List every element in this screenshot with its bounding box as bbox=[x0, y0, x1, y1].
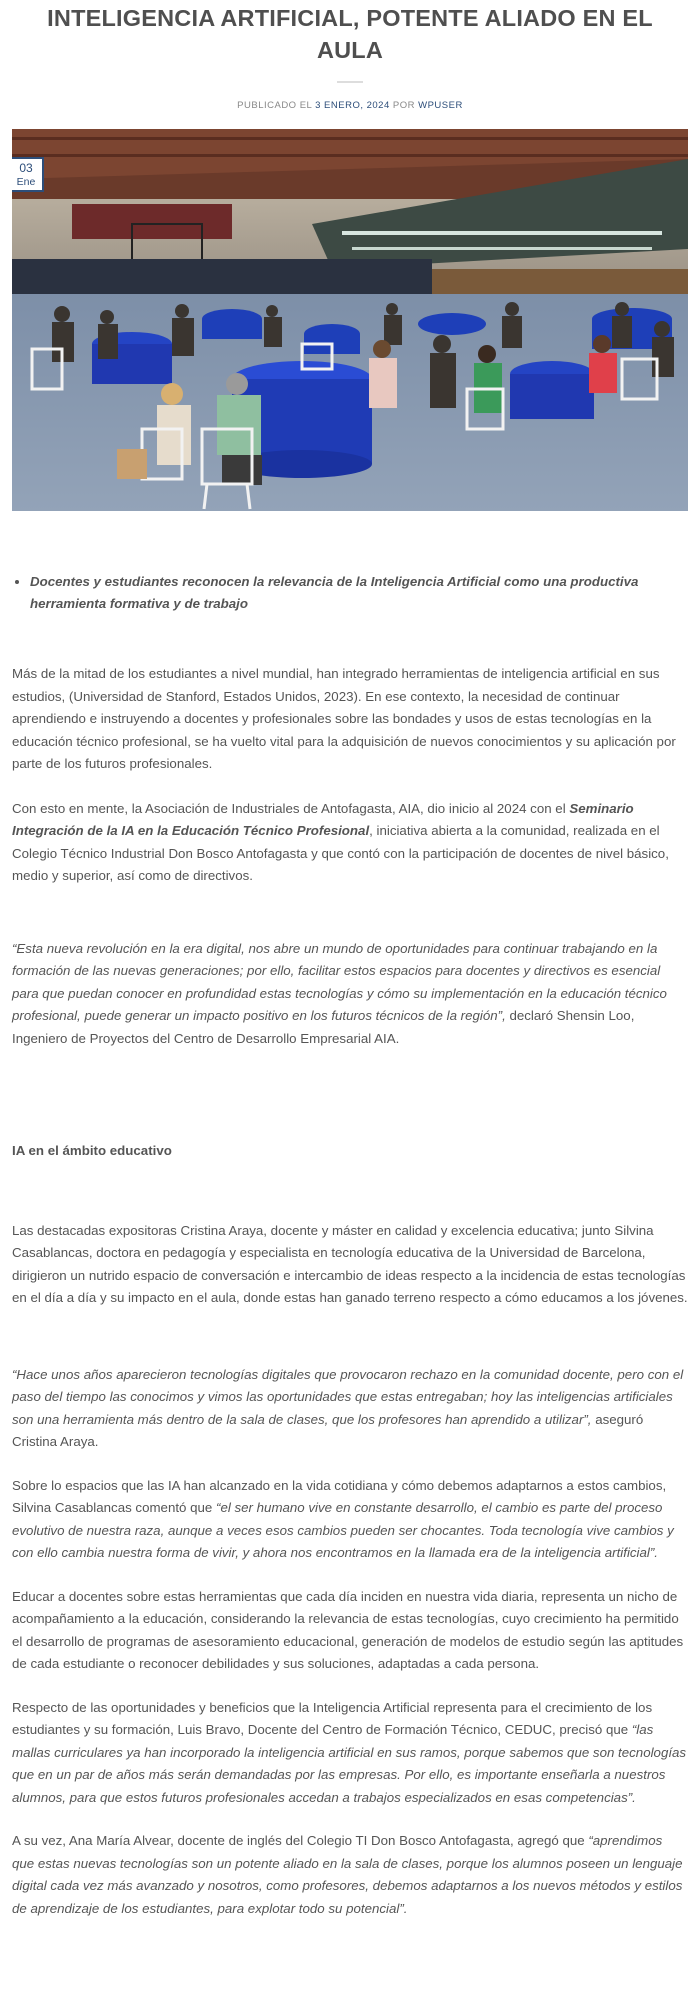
hero-photo bbox=[12, 129, 688, 511]
summary-item: • Docentes y estudiantes reconocen la relevancia de la Inteligencia Artificial como una productiva herramienta formativa y de trabajo bbox=[30, 571, 688, 615]
seminar-text-b: , iniciativa abierta a la comunidad, realizada en el Colegio Técnico Industrial Don Bosco Antofagasta y que contó con la participación de docentes de nivel básico, medio y superior, así como de directivos. bbox=[12, 823, 669, 883]
page-title: INTELIGENCIA ARTIFICIAL, POTENTE ALIADO EN EL AULA bbox=[47, 5, 653, 63]
seminar-text-a: Con esto en mente, la Asociación de Industriales de Antofagasta, AIA, dio inicio al 2024 con el bbox=[12, 800, 570, 816]
author-link[interactable]: WPUSER bbox=[418, 100, 463, 111]
paragraph-bravo bbox=[12, 1697, 688, 1810]
paragraph-quote-araya bbox=[12, 1364, 688, 1454]
title-divider bbox=[337, 81, 363, 83]
paragraph-speakers: Las destacadas expositoras Cristina Araya, docente y máster en calidad y excelencia educativa; junto Silvina Casablancas, doctora en pedagogía y especialista en tecnología educativa de la Universidad de Barcelona, dirigieron un nutrido espacio de conversación e intercambio de ideas respecto a la incidencia de estas tecnologías en el día a día y su impacto en el aula, donde estas han ganado terreno respecto a cómo educamos a los jóvenes. bbox=[12, 1222, 688, 1305]
paragraph-seminar bbox=[12, 798, 688, 888]
summary-list bbox=[12, 571, 688, 615]
quote-alvear: “aprendimos que estas nuevas tecnologías son un potente aliado en la sala de clases, porque los alumnos poseen un lenguaje digital cada vez más avanzado y nosotros, como profesores, debemos adaptarnos a los nuevos métodos y estilos de aprendizaje de los estudiantes, para explotar todo su potencial”. bbox=[12, 1833, 683, 1916]
featured-image bbox=[12, 129, 688, 511]
paragraph-casablancas bbox=[12, 1475, 688, 1565]
alvear-intro: A su vez, Ana María Alvear, docente de inglés del Colegio TI Don Bosco Antofagasta, agregó que bbox=[12, 1833, 589, 1848]
quote-bravo: “las mallas curriculares ya han incorporado la inteligencia artificial en sus ramos, porque sabemos que son tecnologías que en un par de años más serán demandadas por las empresas. Por ello, es importante enseñarla a nuestros alumnos, para que estos futuros profesionales accedan a trabajos especializados en esas competencias”. bbox=[12, 1722, 687, 1805]
date-badge bbox=[12, 157, 44, 192]
paragraph-education: Educar a docentes sobre estas herramientas que cada día inciden en nuestra vida diaria, representa un nicho de acompañamiento a la educación, considerando la relevancia de estas tecnologías, cuyo crecimiento ha permitido el desarrollo de programas de asesoramiento educacional, generación de modelos de estudio según las aptitudes de cada estudiante o reconocer debilidades y sus soluciones, adaptadas a cada persona. bbox=[12, 1588, 684, 1671]
paragraph-alvear bbox=[12, 1830, 688, 1920]
quote-araya: “Hace unos años aparecieron tecnologías digitales que provocaron rechazo en la comunidad docente, pero con el paso del tiempo las conocimos y vimos las oportunidades que estas entregaban; hoy las inteligencias artificiales son una herramienta más dentro de la sala de clases, que los profesores han aprendido a utilizar”, bbox=[12, 1366, 684, 1427]
paragraph-quote-loo bbox=[12, 938, 688, 1051]
casablancas-intro: Sobre lo espacios que las IA han alcanzado en la vida cotidiana y cómo debemos adaptarnos a estos cambios, Silvina Casablancas comentó que bbox=[12, 1477, 667, 1515]
published-prefix: PUBLICADO EL bbox=[237, 100, 312, 111]
quote-loo-attribution: declaró Shensin Loo, Ingeniero de Proyectos del Centro de Desarrollo Empresarial AIA. bbox=[12, 1008, 635, 1046]
badge-day: 03 bbox=[19, 161, 33, 175]
post-date-link[interactable]: 3 ENERO, 2024 bbox=[315, 100, 390, 111]
badge-month: Ene bbox=[16, 176, 36, 188]
paragraph-intro: Más de la mitad de los estudiantes a nivel mundial, han integrado herramientas de inteligencia artificial en sus estudios, (Universidad de Stanford, Estados Unidos, 2023). En ese contexto, la necesidad de continuar aprendiendo e instruyendo a docentes y profesionales sobre las bondades y usos de estas tecnologías en la educación técnico profesional, se ha vuelto vital para la adquisición de nuevos conocimientos y su aplicación por parte de los futuros profesionales. bbox=[12, 666, 676, 771]
bravo-intro: Respecto de las oportunidades y beneficios que la Inteligencia Artificial representa para el crecimiento de los estudiantes y su formación, Luis Bravo, Docente del Centro de Formación Técnico, CEDUC, precisó que bbox=[12, 1699, 653, 1737]
seminar-name: Seminario Integración de la IA en la Educación Técnico Profesional bbox=[12, 800, 634, 838]
by-label: POR bbox=[392, 100, 415, 111]
section-heading: IA en el ámbito educativo bbox=[12, 1143, 172, 1158]
quote-loo: “Esta nueva revolución en la era digital, nos abre un mundo de oportunidades para continuar trabajando en la formación de las nuevas generaciones; por ello, facilitar estos espacios para docentes y directivos es esencial para que puedan conocer en profundidad estas tecnologías y cómo su implementación en la educación técnico profesional, puede generar un impacto positivo en los futuros técnicos de la región”, bbox=[12, 940, 667, 1023]
post-meta bbox=[12, 99, 688, 113]
quote-casablancas: “el ser humano vive en constante desarrollo, el cambio es parte del proceso evolutivo de nuestra raza, aunque a veces esos cambios pueden ser chocantes. Toda tecnología vive cambios y con ello cambia nuestra forma de vivir, y ahora nos encontramos en la llamada era de la inteligencia artificial”. bbox=[12, 1500, 674, 1560]
quote-araya-attribution: aseguró Cristina Araya. bbox=[12, 1411, 644, 1449]
